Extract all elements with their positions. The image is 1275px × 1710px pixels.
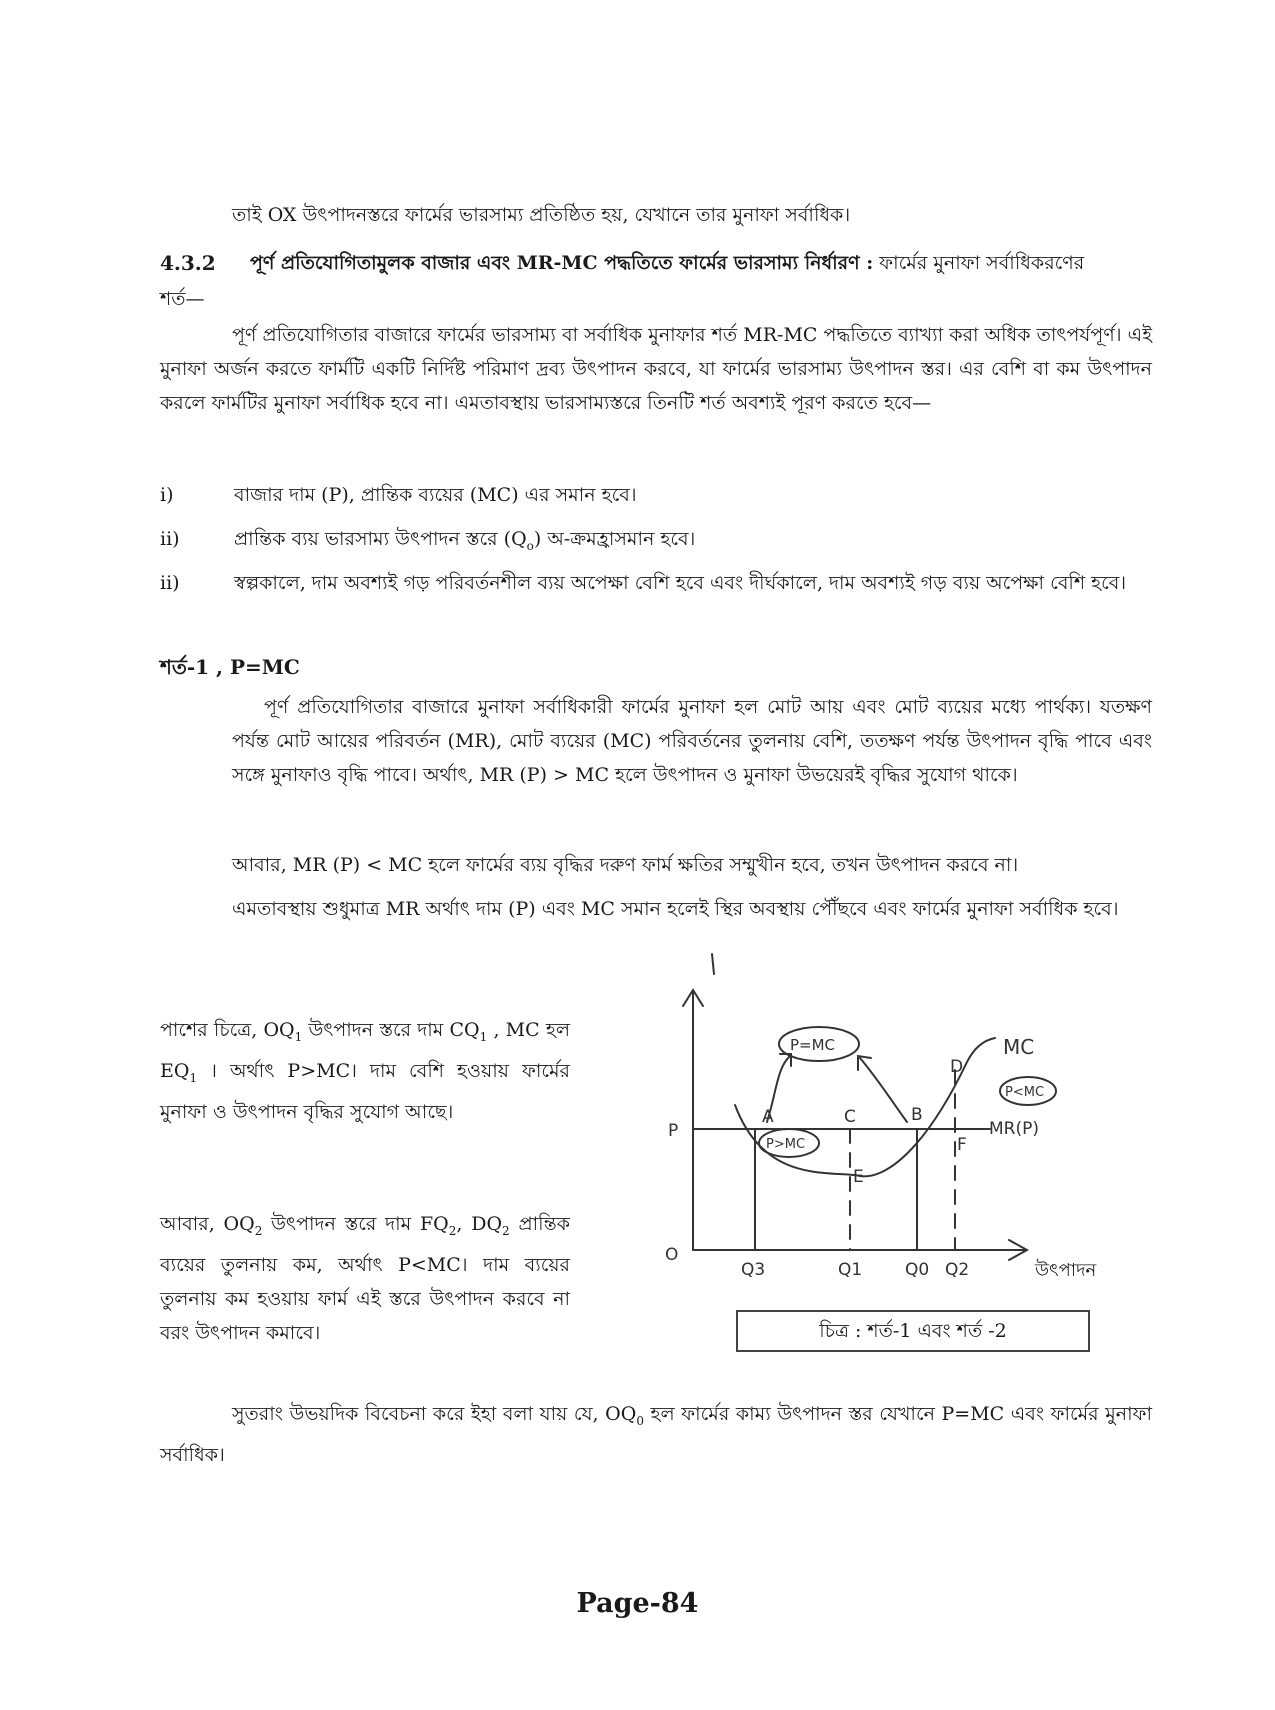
section-title-bold: পূর্ণ প্রতিযোগিতামুলক বাজার এবং MR-MC পদ্ধতিতে ফার্মের ভারসাম্য নির্ধারণ : — [250, 252, 874, 274]
point-b-label: B — [911, 1105, 923, 1125]
main-paragraph: পূর্ণ প্রতিযোগিতার বাজারে ফার্মের ভারসাম্য বা সর্বাধিক মুনাফার শর্ত MR-MC পদ্ধতিতে ব্যাখ্যা করা অধিক তাৎপর্যপূর্ণ। এই মুনাফা অর্জন করতে ফার্মটি একটি নির্দিষ্ট পরিমাণ দ্রব্য উৎপাদন করবে, যা ফার্মের ভারসাম্য উৎপাদন স্তর। এর বেশি বা কম উৎপাদন করলে ফার্মটির মুনাফা সর্বাধিক হবে না। এমতাবস্থায় ভারসাম্যস্তরে তিনটি শর্ত অবশ্যই পূরণ করতে হবে— — [160, 324, 1152, 414]
p-eq-mc-label: P=MC — [790, 1036, 836, 1054]
point-d-label: D — [950, 1057, 964, 1077]
section-title-continuation: শর্ত— — [160, 288, 205, 310]
subscript: 1 — [189, 1070, 198, 1085]
figure-explanation-a — [160, 1013, 570, 1129]
subscript: 1 — [294, 1029, 303, 1044]
q3-label: Q3 — [741, 1260, 766, 1280]
subscript: 1 — [479, 1029, 488, 1044]
point-c-label: C — [844, 1107, 856, 1127]
price-label: P — [668, 1121, 679, 1141]
subscript: 0 — [636, 1413, 644, 1428]
q2-label: Q2 — [945, 1260, 970, 1280]
condition-text: স্বল্পকালে, দাম অবশ্যই গড় পরিবর্তনশীল ব্যয় অপেক্ষা বেশি হবে এবং দীর্ঘকালে, দাম অবশ্যই গড় ব্যয় অপেক্ষা বেশি হবে। — [234, 572, 1127, 594]
p-gt-mc-label: P>MC — [766, 1137, 806, 1152]
text-part: পাশের চিত্রে, OQ — [160, 1019, 295, 1041]
subscript: 2 — [448, 1223, 457, 1238]
section-number: 4.3.2 — [160, 251, 216, 275]
subsection-title: শর্ত-1 , P=MC — [160, 655, 300, 679]
condition-number: ii) — [160, 572, 180, 594]
condition-text — [234, 522, 1152, 563]
figure-explanation-b — [160, 1207, 570, 1350]
figure-caption: চিত্র : শর্ত-1 এবং শর্ত -2 — [819, 1320, 1007, 1342]
p-lt-mc-label: P<MC — [1005, 1085, 1045, 1100]
mr-mc-diagram — [655, 950, 1115, 1330]
text-part: , DQ — [456, 1213, 503, 1235]
text-part: উৎপাদন স্তরে দাম CQ — [302, 1019, 480, 1041]
origin-label: O — [665, 1245, 679, 1265]
condition-number: ii) — [160, 528, 180, 550]
subsection-paragraph: আবার, MR (P) < MC হলে ফার্মের ব্যয় বৃদ্ধির দরুণ ফার্ম ক্ষতির সম্মুখীন হবে, তখন উৎপাদন করবে না। — [232, 854, 1019, 876]
point-e-label: E — [853, 1167, 864, 1187]
subscript: 2 — [502, 1223, 510, 1238]
text-part: উৎপাদন স্তরে দাম FQ — [262, 1213, 449, 1235]
condition-number: i) — [160, 484, 174, 506]
text-part: , MC হল EQ — [160, 1019, 570, 1082]
text-part: সুতরাং উভয়দিক বিবেচনা করে ইহা বলা যায় যে, OQ — [232, 1403, 637, 1425]
condition-text-part: প্রান্তিক ব্যয় ভারসাম্য উৎপাদন স্তরে (Q — [234, 528, 527, 550]
subscript: 2 — [254, 1223, 263, 1238]
text-part: । অর্থাৎ P>MC। দাম বেশি হওয়ায় ফার্মের মুনাফা ও উৎপাদন বৃদ্ধির সুযোগ আছে। — [160, 1059, 570, 1123]
mc-label: MC — [1003, 1035, 1035, 1059]
text-part: প্রান্তিক ব্যয়ের তুলনায় কম, অর্থাৎ P<MC। দাম ব্যয়ের তুলনায় কম হওয়ায় ফার্ম এই স্তরে উৎপাদন করবে না বরং উৎপাদন কমাবে। — [160, 1213, 570, 1344]
q1-label: Q1 — [838, 1260, 863, 1280]
figure-caption-box — [736, 1310, 1090, 1352]
subscript: o — [526, 538, 534, 553]
point-f-label: F — [957, 1135, 967, 1155]
text-part: আবার, OQ — [160, 1213, 255, 1235]
mr-label: MR(P) — [989, 1119, 1039, 1139]
page-number: Page-84 — [576, 1588, 699, 1619]
x-axis-label: উৎপাদন — [1035, 1260, 1097, 1281]
y-axis-top-mark — [712, 954, 714, 974]
section-title-rest: ফার্মের মুনাফা সর্বাধিকরণের — [873, 252, 1085, 274]
subsection-paragraph: এমতাবস্থায় শুধুমাত্র MR অর্থাৎ দাম (P) এবং MC সমান হলেই স্থির অবস্থায় পৌঁছবে এবং ফার্মের মুনাফা সর্বাধিক হবে। — [232, 898, 1119, 920]
arrow-right — [860, 1058, 907, 1122]
text-part: হল ফার্মের কাম্য উৎপাদন স্তর যেখানে P=MC এবং ফার্মের মুনাফা সর্বাধিক। — [160, 1403, 1152, 1466]
intro-line: তাই OX উৎপাদনস্তরে ফার্মের ভারসাম্য প্রতিষ্ঠিত হয়, যেখানে তার মুনাফা সর্বাধিক। — [232, 204, 851, 226]
condition-text-part: ) অ-ক্রমহ্রাসমান হবে। — [533, 528, 696, 550]
q0-label: Q0 — [905, 1260, 930, 1280]
section-title — [250, 246, 1152, 280]
point-a-label: A — [762, 1107, 774, 1127]
conclusion-paragraph — [160, 1397, 1152, 1472]
condition-text: বাজার দাম (P), প্রান্তিক ব্যয়ের (MC) এর সমান হবে। — [234, 484, 637, 506]
subsection-paragraph: পূর্ণ প্রতিযোগিতার বাজারে মুনাফা সর্বাধিকারী ফার্মের মুনাফা হল মোট আয় এবং মোট ব্যয়ের মধ্যে পার্থক্য। যতক্ষণ পর্যন্ত মোট আয়ের পরিবর্তন (MR), মোট ব্যয়ের (MC) পরিবর্তনের তুলনায় বেশি, ততক্ষণ পর্যন্ত উৎপাদন বৃদ্ধি পাবে এবং সঙ্গে মুনাফাও বৃদ্ধি পাবে। অর্থাৎ, MR (P) > MC হলে উৎপাদন ও মুনাফা উভয়েরই বৃদ্ধির সুযোগ থাকে। — [232, 696, 1152, 786]
